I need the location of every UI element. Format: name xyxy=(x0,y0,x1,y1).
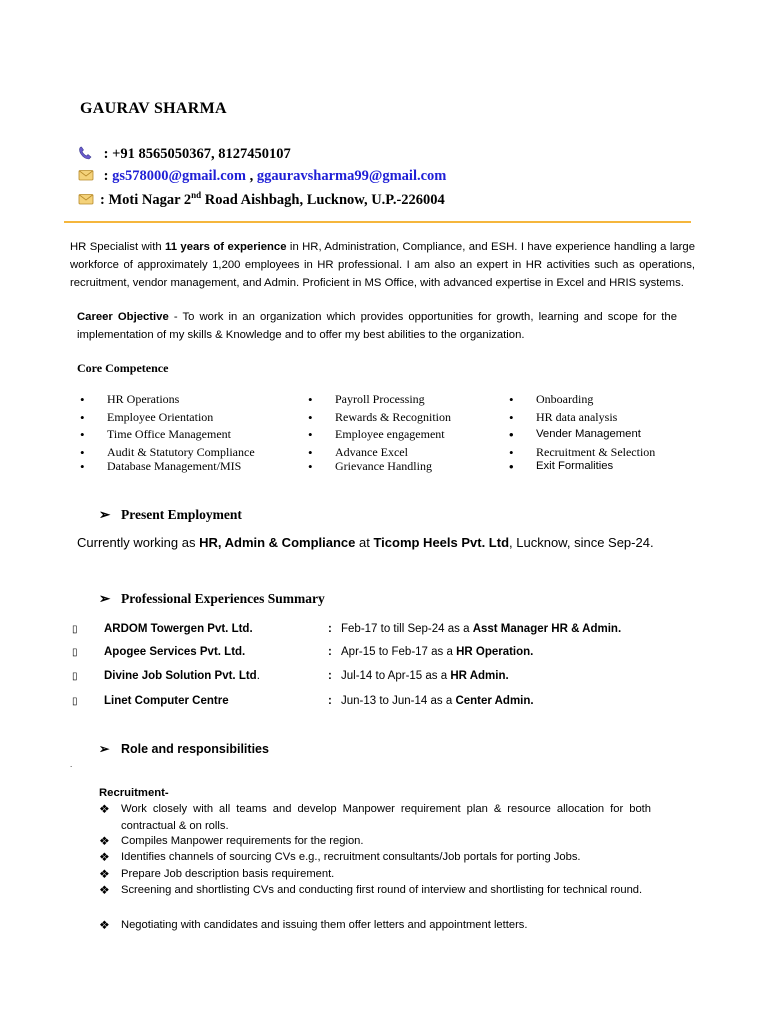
envelope-icon xyxy=(78,168,94,182)
box-bullet-icon: ▯ xyxy=(72,696,78,707)
list-item xyxy=(99,833,651,850)
address-prefix: : Moti Nagar 2 xyxy=(100,191,192,208)
arrow-bullet-icon: ➢ xyxy=(99,591,111,606)
company-name: ARDOM Towergen Pvt. Ltd. xyxy=(104,623,253,635)
responsibility-text: Compiles Manpower requirements for the region. xyxy=(121,835,364,847)
present-company: Ticomp Heels Pvt. Ltd xyxy=(373,535,510,550)
email-link-1[interactable]: gs578000@gmail.com xyxy=(112,168,246,184)
phone-prefix: : xyxy=(100,146,113,162)
section-title: Professional Experiences Summary xyxy=(121,591,325,606)
present-role: HR, Admin & Compliance xyxy=(199,535,356,550)
objective-label: Career Objective xyxy=(77,311,169,323)
table-row xyxy=(72,670,672,688)
email-separator: , xyxy=(246,168,257,184)
summary-text-2: in HR, Administration, Compliance, and ESH. I have experience handling a large workforce of approximately 1,200 employees in HR professional. I am also an expert in HR activities such as operations, recruitment, vendor management, and Admin. Proficient in MS Office, with advanced expertise in Excel and HRIS systems. xyxy=(70,241,695,289)
competence-column-2 xyxy=(308,391,451,476)
role: HR Operation. xyxy=(456,646,534,658)
box-bullet-icon: ▯ xyxy=(72,671,78,682)
list-item: • Recruitment & Selection xyxy=(509,444,655,462)
email-line xyxy=(78,168,446,185)
colon: : xyxy=(328,646,332,658)
role: Asst Manager HR & Admin. xyxy=(472,623,622,635)
list-item: • Exit Formalities xyxy=(509,458,655,476)
list-item: • Employee Orientation xyxy=(80,409,255,427)
present-text-2: at xyxy=(355,535,374,550)
phone-icon xyxy=(78,146,94,160)
diamond-bullet-icon: ❖ xyxy=(99,802,110,816)
responsibility-text: Screening and shortlisting CVs and conducting first round of interview and shortlisting for technical round. xyxy=(121,884,643,896)
profile-summary xyxy=(70,238,695,292)
list-item: • Payroll Processing xyxy=(308,391,451,409)
period: Jul-14 to Apr-15 as a xyxy=(341,670,451,682)
colon: : xyxy=(328,670,332,682)
list-item: • Onboarding xyxy=(509,391,655,409)
company-name: Linet Computer Centre xyxy=(104,695,229,707)
role: Center Admin. xyxy=(455,695,534,707)
diamond-bullet-icon: ❖ xyxy=(99,850,110,864)
email-prefix: : xyxy=(100,168,113,184)
list-item: • Advance Excel xyxy=(308,444,451,462)
box-bullet-icon: ▯ xyxy=(72,624,78,635)
list-item xyxy=(99,917,651,934)
address-rest: Road Aishbagh, Lucknow, U.P.-226004 xyxy=(201,191,445,208)
period: Feb-17 to till Sep-24 as a xyxy=(341,623,473,635)
diamond-bullet-icon: ❖ xyxy=(99,834,110,848)
candidate-name: GAURAV SHARMA xyxy=(80,100,227,117)
roles-heading xyxy=(99,741,269,757)
recruitment-title: Recruitment- xyxy=(99,787,169,799)
responsibility-text: Work closely with all teams and develop Manpower requirement plan & resource allocation for both contractual & on rolls. xyxy=(121,803,651,832)
present-text-1: Currently working as xyxy=(77,535,200,550)
role: HR Admin. xyxy=(450,670,509,682)
arrow-bullet-icon: ➢ xyxy=(99,507,111,522)
table-row xyxy=(72,623,672,641)
company-name: Apogee Services Pvt. Ltd. xyxy=(104,646,246,658)
list-item xyxy=(99,849,651,866)
table-row xyxy=(72,695,672,713)
period: Apr-15 to Feb-17 as a xyxy=(341,646,457,658)
career-objective xyxy=(77,308,677,344)
company-name: Divine Job Solution Pvt. Ltd xyxy=(104,670,257,682)
envelope-icon xyxy=(78,192,94,206)
list-item: • Vender Management xyxy=(509,426,655,444)
list-item: • HR Operations xyxy=(80,391,255,409)
list-item: • HR data analysis xyxy=(509,409,655,427)
address-sup: nd xyxy=(191,190,202,200)
present-text-3: , Lucknow, since Sep-24. xyxy=(509,535,654,550)
summary-highlight: 11 years of experience xyxy=(165,241,287,253)
competence-column-3 xyxy=(509,391,655,476)
responsibility-text: Negotiating with candidates and issuing them offer letters and appointment letters. xyxy=(121,919,528,931)
objective-text: - To work in an organization which provides opportunities for growth, learning and scope for the implementation of my skills & Knowledge and to offer my best abilities to the organization. xyxy=(77,311,677,341)
list-item xyxy=(99,866,651,883)
list-item: • Time Office Management xyxy=(80,426,255,444)
period: Jun-13 to Jun-14 as a xyxy=(341,695,456,707)
section-title: Present Employment xyxy=(121,507,242,522)
experience-heading xyxy=(99,591,325,607)
section-title: Role and responsibilities xyxy=(121,742,269,756)
phone-line xyxy=(78,146,291,163)
responsibility-text: Identifies channels of sourcing CVs e.g., recruitment consultants/Job portals for porting Jobs. xyxy=(121,851,581,863)
list-item: • Audit & Statutory Compliance xyxy=(80,444,255,462)
arrow-bullet-icon: ➢ xyxy=(99,742,110,756)
address-line xyxy=(78,190,445,209)
colon: : xyxy=(328,623,332,635)
diamond-bullet-icon: ❖ xyxy=(99,918,110,932)
core-competence-title: Core Competence xyxy=(77,361,169,375)
competence-column-1 xyxy=(80,391,255,476)
list-item xyxy=(99,801,651,834)
phone-numbers: +91 8565050367, 8127450107 xyxy=(112,146,291,162)
list-item: • Employee engagement xyxy=(308,426,451,444)
colon: : xyxy=(328,695,332,707)
summary-text-1: HR Specialist with xyxy=(70,241,166,253)
list-item: • Grievance Handling xyxy=(308,458,451,476)
list-item xyxy=(99,882,651,899)
list-item: • Rewards & Recognition xyxy=(308,409,451,427)
present-employment-heading xyxy=(99,507,242,523)
diamond-bullet-icon: ❖ xyxy=(99,883,110,897)
diamond-bullet-icon: ❖ xyxy=(99,867,110,881)
email-link-2[interactable]: ggauravsharma99@gmail.com xyxy=(256,168,447,184)
stray-dot: . xyxy=(70,760,73,769)
responsibility-text: Prepare Job description basis requirement. xyxy=(121,868,335,880)
present-employment-text xyxy=(77,535,654,550)
box-bullet-icon: ▯ xyxy=(72,647,78,658)
table-row xyxy=(72,646,672,664)
list-item: • Database Management/MIS xyxy=(80,458,255,476)
header-divider xyxy=(64,221,691,223)
company-tail: . xyxy=(256,670,260,682)
